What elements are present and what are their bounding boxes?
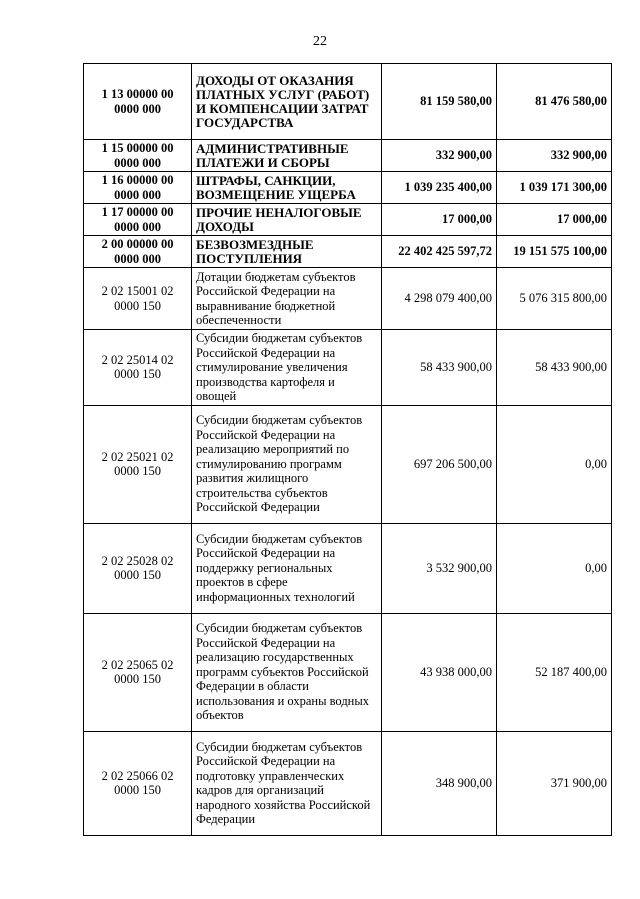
- value-year2-cell: 52 187 400,00: [497, 613, 612, 731]
- revenue-code-cell: 2 00 00000 00 0000 000: [84, 236, 192, 268]
- revenue-name-cell: Дотации бюджетам субъектов Российской Федерации на выравнивание бюджетной обеспеченности: [192, 268, 382, 330]
- value-year2-cell: 371 900,00: [497, 731, 612, 835]
- value-year1-cell: 1 039 235 400,00: [382, 172, 497, 204]
- value-year2-cell: 17 000,00: [497, 204, 612, 236]
- value-year2-cell: 332 900,00: [497, 140, 612, 172]
- table-row: [84, 172, 612, 204]
- revenue-name-cell: Субсидии бюджетам субъектов Российской Федерации на стимулирование увеличения производства картофеля и овощей: [192, 330, 382, 406]
- value-year1-cell: 697 206 500,00: [382, 405, 497, 523]
- value-year2-cell: 0,00: [497, 405, 612, 523]
- table-row: [84, 236, 612, 268]
- revenue-code-cell: 1 15 00000 00 0000 000: [84, 140, 192, 172]
- table-row: [84, 330, 612, 406]
- table-row: [84, 613, 612, 731]
- value-year2-cell: 58 433 900,00: [497, 330, 612, 406]
- revenue-name-cell: ПРОЧИЕ НЕНАЛОГОВЫЕ ДОХОДЫ: [192, 204, 382, 236]
- table-row: [84, 204, 612, 236]
- revenue-code-cell: 2 02 25066 02 0000 150: [84, 731, 192, 835]
- value-year1-cell: 43 938 000,00: [382, 613, 497, 731]
- revenue-name-cell: Субсидии бюджетам субъектов Российской Федерации на реализацию государственных программ субъектов Российской Федерации в области использования и охраны водных объектов: [192, 613, 382, 731]
- value-year1-cell: 348 900,00: [382, 731, 497, 835]
- table-row: [84, 405, 612, 523]
- revenue-code-cell: 2 02 25065 02 0000 150: [84, 613, 192, 731]
- revenue-code-cell: 1 13 00000 00 0000 000: [84, 64, 192, 140]
- value-year1-cell: 3 532 900,00: [382, 523, 497, 613]
- table-row: [84, 731, 612, 835]
- value-year1-cell: 17 000,00: [382, 204, 497, 236]
- table-row: [84, 64, 612, 140]
- table-row: [84, 268, 612, 330]
- budget-revenue-table: [83, 63, 612, 836]
- revenue-code-cell: 1 16 00000 00 0000 000: [84, 172, 192, 204]
- revenue-code-cell: 2 02 25021 02 0000 150: [84, 405, 192, 523]
- revenue-code-cell: 2 02 25014 02 0000 150: [84, 330, 192, 406]
- revenue-name-cell: Субсидии бюджетам субъектов Российской Федерации на реализацию мероприятий по стимулированию программ развития жилищного строительства субъектов Российской Федерации: [192, 405, 382, 523]
- table-row: [84, 140, 612, 172]
- value-year2-cell: 5 076 315 800,00: [497, 268, 612, 330]
- value-year1-cell: 332 900,00: [382, 140, 497, 172]
- value-year2-cell: 19 151 575 100,00: [497, 236, 612, 268]
- revenue-name-cell: АДМИНИСТРАТИВНЫЕ ПЛАТЕЖИ И СБОРЫ: [192, 140, 382, 172]
- page-number: 22: [313, 34, 327, 49]
- value-year1-cell: 22 402 425 597,72: [382, 236, 497, 268]
- value-year1-cell: 4 298 079 400,00: [382, 268, 497, 330]
- value-year2-cell: 81 476 580,00: [497, 64, 612, 140]
- revenue-code-cell: 2 02 15001 02 0000 150: [84, 268, 192, 330]
- revenue-name-cell: БЕЗВОЗМЕЗДНЫЕ ПОСТУПЛЕНИЯ: [192, 236, 382, 268]
- revenue-code-cell: 1 17 00000 00 0000 000: [84, 204, 192, 236]
- value-year2-cell: 1 039 171 300,00: [497, 172, 612, 204]
- value-year2-cell: 0,00: [497, 523, 612, 613]
- revenue-name-cell: ШТРАФЫ, САНКЦИИ, ВОЗМЕЩЕНИЕ УЩЕРБА: [192, 172, 382, 204]
- revenue-name-cell: ДОХОДЫ ОТ ОКАЗАНИЯ ПЛАТНЫХ УСЛУГ (РАБОТ) И КОМПЕНСАЦИИ ЗАТРАТ ГОСУДАРСТВА: [192, 64, 382, 140]
- revenue-name-cell: Субсидии бюджетам субъектов Российской Федерации на подготовку управленческих кадров для организаций народного хозяйства Российской Федерации: [192, 731, 382, 835]
- revenue-name-cell: Субсидии бюджетам субъектов Российской Федерации на поддержку региональных проектов в сфере информационных технологий: [192, 523, 382, 613]
- value-year1-cell: 81 159 580,00: [382, 64, 497, 140]
- revenue-code-cell: 2 02 25028 02 0000 150: [84, 523, 192, 613]
- value-year1-cell: 58 433 900,00: [382, 330, 497, 406]
- table-row: [84, 523, 612, 613]
